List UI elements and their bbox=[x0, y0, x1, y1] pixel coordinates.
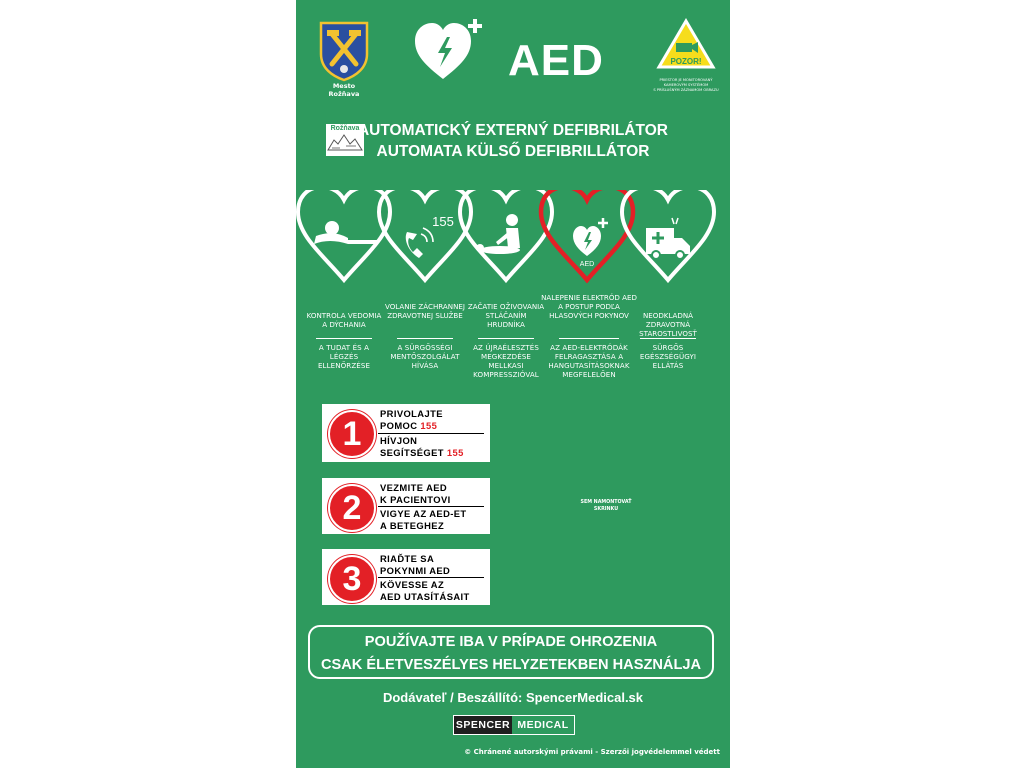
aed-heart-logo-icon bbox=[411, 15, 491, 87]
instruction-1-sk-number: 155 bbox=[420, 420, 438, 431]
instruction-1 bbox=[322, 404, 490, 462]
crest-label: Mesto Rožňava bbox=[328, 82, 360, 98]
step1-hu: A TUDAT ÉS A LÉGZÉS ELLENŐRZÉSE bbox=[317, 343, 371, 370]
main-title bbox=[296, 120, 730, 162]
cpr-icon bbox=[476, 214, 520, 254]
instruction-1-hu-line1: HÍVJON bbox=[380, 435, 418, 446]
warning-box bbox=[308, 625, 714, 679]
aed-heart-icon bbox=[573, 218, 608, 256]
person-lying-icon bbox=[314, 221, 378, 244]
mount-note-line2: SKRINKU bbox=[593, 507, 619, 512]
instruction-1-hu bbox=[380, 435, 464, 459]
instruction-2-sk-line2: K PACIENTOVI bbox=[380, 494, 451, 505]
heart-step2 bbox=[379, 190, 471, 280]
instruction-2-separator bbox=[378, 506, 484, 507]
step4-divider bbox=[559, 338, 619, 339]
step4-sk: NALEPENIE ELEKTRÓD AED A POSTUP PODĽA HLASOVÝCH POKYNOV bbox=[541, 293, 637, 320]
instruction-3 bbox=[322, 549, 490, 605]
heart-step3 bbox=[460, 190, 552, 280]
step1-divider bbox=[316, 338, 372, 339]
instruction-3-separator bbox=[378, 577, 484, 578]
warning-sk: POUŽÍVAJTE IBA V PRÍPADE OHROZENIA bbox=[364, 634, 658, 650]
heart-step5 bbox=[622, 190, 714, 280]
aed-big-title: AED bbox=[508, 36, 604, 85]
instruction-1-hu-line2-text: SEGÍTSÉGET bbox=[380, 447, 447, 458]
instruction-3-sk bbox=[380, 553, 450, 577]
roznava-logo-text: Rožňava bbox=[330, 125, 360, 132]
instruction-1-hu-line2 bbox=[380, 447, 464, 459]
instruction-2-number: 2 bbox=[328, 484, 376, 532]
instruction-1-number: 1 bbox=[328, 410, 376, 458]
step4-hu: AZ AED-ELEKTRÓDÁK FELRAGASZTÁSA A HANGUTASÍTÁSOKNAK MEGFELELŐEN bbox=[548, 343, 630, 379]
step3-sk: ZAČATIE OŽIVOVANIA STLÁČANÍM HRUDNÍKA bbox=[467, 302, 545, 329]
step2-hu: A SÜRGŐSSÉGI MENTŐSZOLGÁLAT HÍVÁSA bbox=[390, 343, 460, 370]
instruction-3-hu bbox=[380, 579, 470, 603]
title-hu: AUTOMATA KÜLSŐ DEFIBRILLÁTOR bbox=[376, 143, 650, 160]
phone-call-icon bbox=[406, 228, 433, 258]
instruction-3-hu-line1: KÖVESSE AZ bbox=[380, 579, 445, 590]
heart-155-label: 155 bbox=[432, 214, 454, 229]
caution-note bbox=[646, 78, 726, 93]
instruction-1-hu-number: 155 bbox=[446, 447, 464, 458]
camera-warning-icon bbox=[656, 18, 716, 70]
spencer-logo-part1: SPENCER bbox=[454, 716, 512, 734]
aed-poster bbox=[296, 0, 730, 768]
step5-divider bbox=[640, 338, 696, 339]
spencer-medical-logo bbox=[453, 715, 575, 735]
instruction-2-hu bbox=[380, 508, 467, 532]
instruction-2-sk bbox=[380, 482, 451, 506]
instruction-1-sk-line2-text: POMOC bbox=[380, 420, 421, 431]
instruction-1-sk-line2 bbox=[380, 420, 443, 432]
instruction-2-hu-line2: A BETEGHEZ bbox=[380, 520, 445, 531]
instruction-3-hu-line2: AED UTASÍTÁSAIT bbox=[380, 591, 470, 602]
mount-note bbox=[558, 499, 654, 513]
title-sk: AUTOMATICKÝ EXTERNÝ DEFIBRILÁTOR bbox=[357, 122, 668, 139]
copyright-note: © Chránené autorskými právami - Szerzői jogvédelemmel védett bbox=[464, 748, 720, 756]
steps-hearts-row bbox=[296, 190, 730, 295]
heart-step1 bbox=[298, 190, 390, 280]
heart-step4 bbox=[541, 190, 633, 280]
step2-divider bbox=[397, 338, 453, 339]
instruction-1-separator bbox=[378, 433, 484, 434]
instruction-2-sk-line1: VEZMITE AED bbox=[380, 482, 448, 493]
town-crest-icon bbox=[318, 20, 370, 82]
ambulance-icon bbox=[646, 218, 690, 259]
instruction-3-sk-line2: POKYNMI AED bbox=[380, 565, 451, 576]
instruction-2 bbox=[322, 478, 490, 534]
step5-hu: SÜRGŐS EGÉSZSÉGÜGYI ELLÁTÁS bbox=[639, 343, 697, 370]
heart-aed-label: AED bbox=[579, 261, 595, 268]
step1-sk: KONTROLA VEDOMIA A DÝCHANIA bbox=[306, 311, 382, 329]
instruction-3-sk-line1: RIAĎTE SA bbox=[380, 553, 435, 564]
supplier-line: Dodávateľ / Beszállító: SpencerMedical.sk bbox=[382, 690, 644, 705]
step3-divider bbox=[478, 338, 534, 339]
caution-line3: S PRÍSLUŠNÝM ZÁZNAMOM OBRAZU bbox=[653, 88, 719, 92]
step3-hu: AZ ÚJRAÉLESZTÉS MEGKEZDÉSE MELLKASI KOMPRESSZIÓVAL bbox=[473, 343, 539, 379]
step5-sk: NEODKLADNÁ ZDRAVOTNÁ STAROSTLIVOSŤ bbox=[639, 311, 697, 338]
instruction-1-sk bbox=[380, 408, 443, 432]
step2-sk: VOLANIE ZÁCHRANNEJ ZDRAVOTNEJ SLUŽBE bbox=[385, 302, 465, 320]
caution-line2: KAMEROVÝM SYSTÉMOM bbox=[663, 83, 709, 87]
mount-note-line1: SEM NAMONTOVAŤ bbox=[580, 500, 632, 505]
warning-hu: CSAK ÉLETVESZÉLYES HELYZETEKBEN HASZNÁLJA bbox=[320, 657, 702, 673]
caution-line1: PRIESTOR JE MONITOROVANÝ bbox=[659, 78, 713, 82]
instruction-3-number: 3 bbox=[328, 555, 376, 603]
instruction-2-hu-line1: VIGYE AZ AED-ET bbox=[380, 508, 467, 519]
caution-label: POZOR! bbox=[670, 57, 702, 66]
instruction-1-sk-line1: PRIVOLAJTE bbox=[380, 408, 443, 419]
spencer-logo-part2: MEDICAL bbox=[512, 716, 574, 734]
